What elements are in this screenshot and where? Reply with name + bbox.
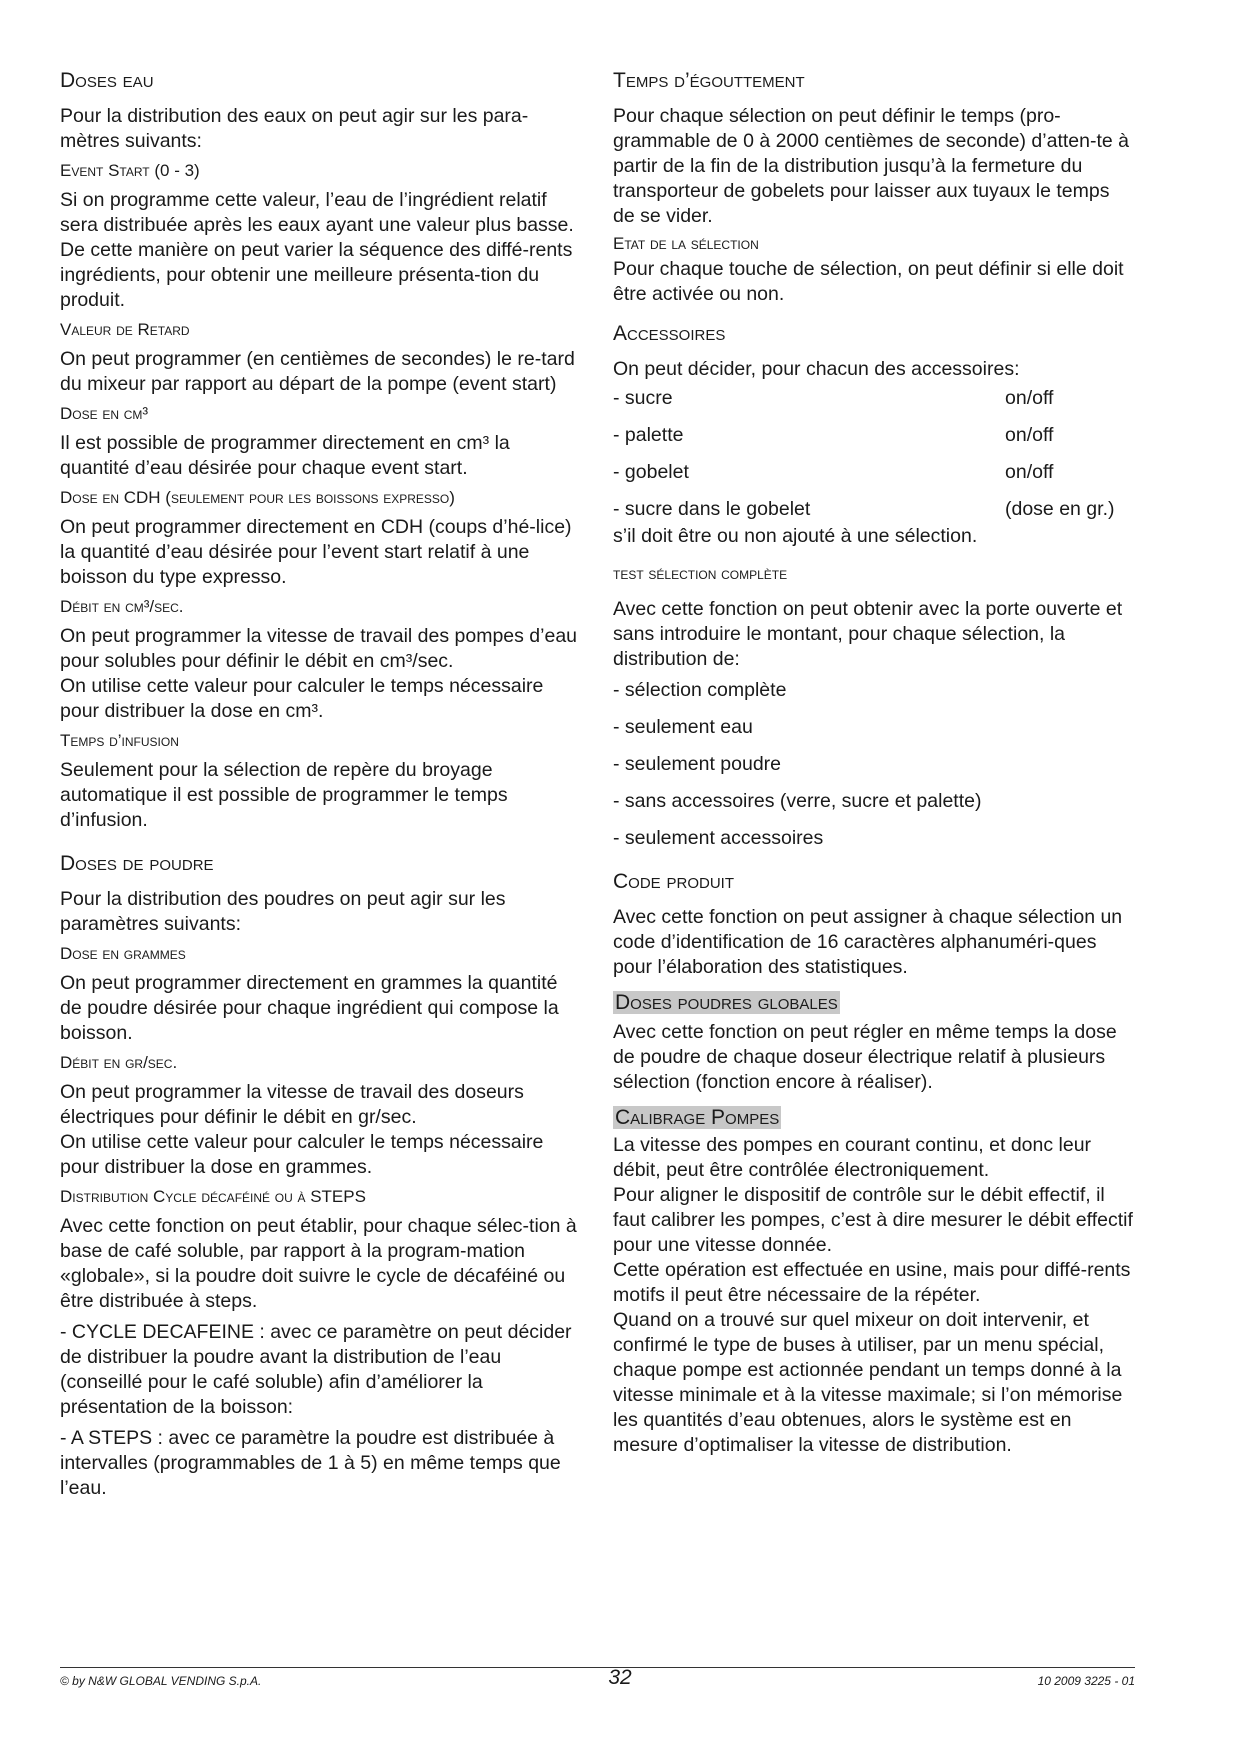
valeur-retard-text: On peut programmer (en centièmes de secondes) le re-tard du mixeur par rapport au départ de la pompe (event start) bbox=[60, 348, 575, 395]
debit-cm3-text-2: On utilise cette valeur pour calculer le temps nécessaire pour distribuer la dose en cm³. bbox=[60, 675, 544, 722]
subtitle-distribution-cycle: Distribution Cycle décaféiné ou à STEPS bbox=[60, 1187, 366, 1206]
calibrage-text-2: Pour aligner le dispositif de contrôle sur le débit effectif, il faut calibrer les pompes, c’est à dire mesurer le débit effectif pour une vitesse donnée. bbox=[613, 1184, 1133, 1256]
calibrage-text-3: Cette opération est effectuée en usine, mais pour diffé-rents motifs il peut être nécessaire de la répéter. bbox=[613, 1259, 1131, 1306]
dose-cm3-text: Il est possible de programmer directement en cm³ la quantité d’eau désirée pour chaque event start. bbox=[60, 432, 510, 479]
section-title-code-produit: Code produit bbox=[613, 870, 735, 893]
subtitle-event-start: Event Start (0 - 3) bbox=[60, 161, 200, 180]
accessory-label: - gobelet bbox=[613, 461, 689, 483]
accessory-row bbox=[613, 423, 1135, 448]
calibrage-text-4: Quand on a trouvé sur quel mixeur on doit intervenir, et confirmé le type de buses à utiliser, par un menu spécial, chaque pompe est actionnée pendant un temps donné à la vitesse minimale et à la vitesse maximale; si l’on mémorise les quantités d’eau obtenues, alors le système est en mesure d’optimaliser la vitesse de distribution. bbox=[613, 1309, 1123, 1456]
event-start-text-1: Si on programme cette valeur, l’eau de l’ingrédient relatif sera distribuée après les eaux ayant une valeur plus basse. bbox=[60, 189, 574, 236]
dose-grammes-text: On peut programmer directement en grammes la quantité de poudre désirée pour chaque ingrédient qui compose la boisson. bbox=[60, 972, 559, 1044]
accessory-value: on/off bbox=[1005, 387, 1054, 409]
subtitle-dose-grammes: Dose en grammes bbox=[60, 944, 186, 963]
debit-cm3-text-1: On peut programmer la vitesse de travail des pompes d’eau pour solubles pour définir le débit en cm³/sec. bbox=[60, 625, 578, 672]
distribution-cycle-text-3: - A STEPS : avec ce paramètre la poudre est distribuée à intervalles (programmables de 1 à 5) en même temps que l’eau. bbox=[60, 1427, 561, 1499]
accessory-value: (dose en gr.) bbox=[1005, 498, 1115, 520]
subtitle-valeur-retard: Valeur de Retard bbox=[60, 320, 190, 339]
code-produit-text: Avec cette fonction on peut assigner à chaque sélection un code d’identification de 16 caractères alphanuméri-ques pour l’élaboration des statistiques. bbox=[613, 906, 1123, 978]
accessory-label: - palette bbox=[613, 424, 684, 446]
etat-selection-text: Pour chaque touche de sélection, on peut définir si elle doit être activée ou non. bbox=[613, 258, 1124, 305]
accessory-value: on/off bbox=[1005, 461, 1054, 483]
dose-cdh-text: On peut programmer directement en CDH (coups d’hé-lice) la quantité d’eau désirée pour l’event start relatif à une boisson du type expresso. bbox=[60, 516, 572, 588]
footer-copyright: © by N&W GLOBAL VENDING S.p.A. bbox=[60, 1674, 262, 1688]
highlighted-title: Doses poudres globales bbox=[615, 991, 838, 1014]
accessory-value: on/off bbox=[1005, 424, 1054, 446]
list-item: - sélection complète bbox=[613, 679, 787, 701]
subtitle-debit-cm3: Débit en cm³/sec. bbox=[60, 597, 184, 616]
subtitle-debit-gr: Débit en gr/sec. bbox=[60, 1053, 178, 1072]
section-title-temps-egouttement: Temps d’égouttement bbox=[613, 69, 805, 92]
list-item: - seulement poudre bbox=[613, 753, 782, 775]
accessory-row bbox=[613, 497, 1135, 522]
subtitle-test-selection: test sélection complète bbox=[613, 564, 788, 583]
subtitle-dose-cdh: Dose en CDH (seulement pour les boissons expresso) bbox=[60, 488, 455, 507]
left-column bbox=[60, 68, 580, 1501]
right-column bbox=[613, 68, 1135, 1458]
list-item: - seulement eau bbox=[613, 716, 753, 738]
footer-doc-code: 10 2009 3225 - 01 bbox=[1037, 1674, 1135, 1688]
subtitle-temps-infusion: Temps d’infusion bbox=[60, 731, 179, 750]
doses-eau-intro: Pour la distribution des eaux on peut agir sur les para-mètres suivants: bbox=[60, 105, 529, 152]
calibrage-text-1: La vitesse des pompes en courant continu, et donc leur débit, peut être contrôlée électroniquement. bbox=[613, 1134, 1092, 1181]
distribution-cycle-text-1: Avec cette fonction on peut établir, pour chaque sélec-tion à base de café soluble, par rapport à la program-mation «globale», si la poudre doit suivre le cycle de décaféiné ou être distribuée à steps. bbox=[60, 1215, 577, 1312]
page-number: 32 bbox=[608, 1666, 632, 1689]
test-selection-intro: Avec cette fonction on peut obtenir avec la porte ouverte et sans introduire le montant, pour chaque sélection, la distribution de: bbox=[613, 598, 1123, 670]
accessory-row bbox=[613, 386, 1135, 411]
accessory-row bbox=[613, 460, 1135, 485]
section-title-doses-globales bbox=[613, 990, 1135, 1016]
section-title-accessoires: Accessoires bbox=[613, 322, 726, 345]
subtitle-dose-cm3: Dose en cm³ bbox=[60, 404, 149, 423]
section-title-calibrage bbox=[613, 1105, 1135, 1131]
section-title-doses-eau: Doses eau bbox=[60, 69, 154, 92]
subtitle-etat-selection: Etat de la sélection bbox=[613, 234, 759, 253]
list-item: - seulement accessoires bbox=[613, 827, 824, 849]
debit-gr-text-1: On peut programmer la vitesse de travail des doseurs électriques pour définir le débit en gr/sec. bbox=[60, 1081, 524, 1128]
debit-gr-text-2: On utilise cette valeur pour calculer le temps nécessaire pour distribuer la dose en grammes. bbox=[60, 1131, 544, 1178]
distribution-cycle-text-2: - CYCLE DECAFEINE : avec ce paramètre on peut décider de distribuer la poudre avant la distribution de l’eau (conseillé pour le café soluble) afin d’améliorer la présentation de la boisson: bbox=[60, 1321, 572, 1418]
doses-poudre-intro: Pour la distribution des poudres on peut agir sur les paramètres suivants: bbox=[60, 888, 506, 935]
event-start-text-2: De cette manière on peut varier la séquence des diffé-rents ingrédients, pour obtenir une meilleure présenta-tion du produit. bbox=[60, 239, 573, 311]
accessoires-intro: On peut décider, pour chacun des accessoires: bbox=[613, 358, 1020, 380]
section-title-doses-poudre: Doses de poudre bbox=[60, 852, 214, 875]
temps-egouttement-text: Pour chaque sélection on peut définir le temps (pro-grammable de 0 à 2000 centièmes de seconde) d’atten-te à partir de la fin de la distribution jusqu’à la fermeture du transporteur de gobelets pour laisser aux tuyaux le temps de se vider. bbox=[613, 105, 1129, 227]
accessory-label: - sucre dans le gobelet bbox=[613, 498, 811, 520]
highlighted-title: Calibrage Pompes bbox=[615, 1106, 780, 1129]
doses-globales-text: Avec cette fonction on peut régler en même temps la dose de poudre de chaque doseur électrique relatif à plusieurs sélection (fonction encore à réaliser). bbox=[613, 1021, 1117, 1093]
list-item: - sans accessoires (verre, sucre et palette) bbox=[613, 790, 982, 812]
accessoires-outro: s’il doit être ou non ajouté à une sélection. bbox=[613, 525, 978, 547]
accessory-label: - sucre bbox=[613, 387, 673, 409]
temps-infusion-text: Seulement pour la sélection de repère du broyage automatique il est possible de programmer le temps d’infusion. bbox=[60, 759, 508, 831]
